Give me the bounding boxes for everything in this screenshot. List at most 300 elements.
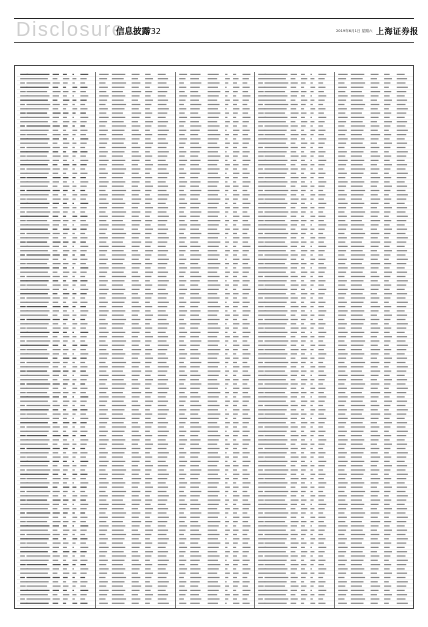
row-text — [242, 220, 248, 221]
row-text — [132, 586, 142, 587]
row-text — [132, 418, 140, 419]
row-text — [350, 216, 363, 217]
table-row — [17, 130, 96, 133]
row-text — [100, 100, 108, 101]
table-row — [335, 358, 413, 361]
row-text — [338, 164, 346, 165]
row-text — [53, 280, 59, 281]
row-text — [207, 164, 217, 165]
table-row — [17, 444, 96, 447]
row-text — [53, 435, 61, 436]
row-text — [311, 426, 313, 427]
row-text — [301, 362, 306, 363]
row-text — [242, 293, 248, 294]
row-text — [146, 435, 153, 436]
row-text — [291, 564, 299, 565]
row-text — [370, 590, 378, 591]
row-text — [20, 474, 27, 475]
row-text — [112, 289, 125, 290]
row-text — [100, 551, 108, 552]
row-text — [63, 104, 68, 105]
row-text — [301, 426, 306, 427]
row-text — [311, 547, 313, 548]
row-text — [63, 173, 66, 174]
table-row — [335, 78, 413, 81]
row-text — [146, 491, 152, 492]
row-text — [100, 340, 106, 341]
row-text — [242, 246, 250, 247]
row-text — [370, 543, 380, 544]
row-text — [158, 306, 168, 307]
row-text — [207, 259, 217, 260]
row-text — [291, 491, 298, 492]
row-text — [225, 74, 227, 75]
row-text — [27, 560, 49, 561]
row-text — [80, 289, 88, 290]
row-text — [396, 573, 406, 574]
row-text — [20, 199, 26, 200]
row-text — [291, 173, 297, 174]
row-text — [338, 530, 346, 531]
row-text — [72, 474, 77, 475]
table-row — [17, 603, 96, 606]
row-text — [265, 340, 289, 341]
row-text — [158, 289, 166, 290]
row-text — [207, 362, 219, 363]
row-text — [63, 568, 67, 569]
table-row — [335, 276, 413, 279]
row-text — [27, 452, 49, 453]
row-text — [53, 448, 60, 449]
row-text — [338, 207, 346, 208]
row-text — [265, 138, 288, 139]
row-text — [242, 194, 249, 195]
table-row — [176, 160, 255, 163]
row-text — [190, 130, 200, 131]
row-text — [311, 117, 313, 118]
row-text — [396, 125, 405, 126]
row-text — [63, 151, 66, 152]
table-row — [176, 448, 255, 451]
row-text — [338, 156, 345, 157]
table-row — [17, 573, 96, 576]
row-text — [132, 551, 138, 552]
row-text — [80, 199, 86, 200]
row-text — [20, 448, 25, 449]
row-text — [265, 388, 287, 389]
row-text — [63, 375, 67, 376]
row-text — [311, 383, 313, 384]
row-text — [112, 254, 126, 255]
table-row — [255, 130, 334, 133]
table-row — [335, 297, 413, 300]
row-text — [301, 323, 304, 324]
row-text — [179, 448, 184, 449]
table-row — [255, 246, 334, 249]
row-text — [384, 375, 390, 376]
row-text — [63, 594, 69, 595]
row-text — [132, 401, 138, 402]
row-text — [384, 555, 390, 556]
row-text — [242, 418, 250, 419]
row-text — [350, 383, 364, 384]
row-text — [225, 250, 230, 251]
row-text — [53, 224, 59, 225]
row-text — [100, 586, 107, 587]
row-text — [100, 95, 110, 96]
row-text — [20, 211, 25, 212]
table-row — [255, 371, 334, 374]
row-text — [80, 108, 87, 109]
row-text — [258, 250, 264, 251]
row-text — [396, 315, 406, 316]
row-text — [179, 246, 187, 247]
row-text — [265, 259, 287, 260]
row-text — [72, 340, 74, 341]
row-text — [233, 358, 239, 359]
row-text — [132, 289, 140, 290]
table-row — [255, 289, 334, 292]
row-text — [338, 435, 345, 436]
row-text — [225, 134, 229, 135]
row-text — [207, 113, 220, 114]
row-text — [53, 388, 59, 389]
row-text — [265, 74, 288, 75]
row-text — [301, 164, 307, 165]
table-row — [335, 478, 413, 481]
row-text — [146, 186, 154, 187]
row-text — [146, 431, 151, 432]
row-text — [265, 418, 288, 419]
row-text — [53, 332, 59, 333]
row-text — [242, 362, 247, 363]
row-text — [179, 285, 185, 286]
row-text — [370, 461, 378, 462]
table-row — [176, 431, 255, 434]
table-row — [176, 388, 255, 391]
table-row — [255, 87, 334, 90]
row-text — [384, 414, 391, 415]
row-text — [112, 534, 126, 535]
row-text — [258, 78, 264, 79]
row-text — [319, 482, 327, 483]
row-text — [63, 521, 69, 522]
row-text — [100, 543, 107, 544]
table-row — [335, 216, 413, 219]
table-row — [176, 555, 255, 558]
row-text — [190, 418, 200, 419]
row-text — [158, 530, 168, 531]
row-text — [63, 388, 66, 389]
table-row — [335, 190, 413, 193]
row-text — [233, 319, 237, 320]
row-text — [72, 280, 77, 281]
row-text — [265, 508, 286, 509]
row-text — [265, 143, 286, 144]
row-text — [396, 177, 406, 178]
row-text — [27, 242, 48, 243]
row-text — [53, 91, 61, 92]
row-text — [207, 177, 220, 178]
row-text — [258, 577, 263, 578]
row-text — [370, 577, 379, 578]
row-text — [311, 517, 316, 518]
row-text — [207, 242, 220, 243]
table-row — [255, 366, 334, 369]
row-text — [132, 512, 141, 513]
row-text — [190, 521, 198, 522]
table-row — [176, 405, 255, 408]
row-text — [291, 254, 298, 255]
row-text — [384, 289, 390, 290]
row-text — [63, 297, 68, 298]
row-text — [100, 353, 110, 354]
row-text — [384, 444, 392, 445]
table-row — [96, 375, 175, 378]
row-text — [242, 594, 248, 595]
row-text — [146, 332, 152, 333]
table-row — [176, 224, 255, 227]
row-text — [132, 577, 141, 578]
row-text — [179, 379, 185, 380]
row-text — [112, 431, 125, 432]
row-text — [100, 224, 110, 225]
row-text — [158, 590, 166, 591]
row-text — [370, 108, 377, 109]
row-text — [112, 577, 126, 578]
row-text — [112, 151, 125, 152]
row-text — [319, 259, 326, 260]
row-text — [158, 237, 169, 238]
row-text — [132, 164, 138, 165]
row-text — [370, 465, 376, 466]
row-text — [179, 551, 185, 552]
row-text — [225, 263, 229, 264]
row-text — [207, 156, 220, 157]
row-text — [20, 250, 26, 251]
row-text — [258, 272, 264, 273]
row-text — [207, 491, 219, 492]
row-text — [370, 564, 380, 565]
row-text — [225, 143, 230, 144]
row-text — [72, 104, 74, 105]
row-text — [291, 474, 297, 475]
row-text — [225, 530, 230, 531]
row-text — [396, 130, 407, 131]
row-text — [72, 517, 77, 518]
row-text — [384, 426, 390, 427]
table-row — [335, 310, 413, 313]
row-text — [258, 156, 264, 157]
row-text — [265, 186, 286, 187]
row-text — [27, 603, 49, 604]
table-row — [335, 405, 413, 408]
row-text — [265, 379, 286, 380]
table-row — [176, 181, 255, 184]
row-text — [225, 147, 228, 148]
row-text — [63, 160, 67, 161]
row-text — [146, 388, 151, 389]
table-row — [17, 87, 96, 90]
row-text — [63, 409, 66, 410]
row-text — [319, 392, 325, 393]
row-text — [190, 82, 201, 83]
row-text — [72, 216, 77, 217]
row-text — [27, 280, 49, 281]
row-text — [112, 211, 126, 212]
row-text — [291, 328, 299, 329]
row-text — [311, 315, 315, 316]
row-text — [132, 134, 142, 135]
row-text — [207, 530, 217, 531]
row-text — [179, 568, 187, 569]
row-text — [80, 577, 85, 578]
row-text — [338, 573, 346, 574]
row-text — [301, 353, 305, 354]
row-text — [132, 229, 138, 230]
row-text — [258, 259, 265, 260]
row-text — [233, 121, 239, 122]
row-text — [319, 297, 324, 298]
row-text — [301, 160, 305, 161]
row-text — [80, 323, 87, 324]
row-text — [112, 495, 125, 496]
row-text — [233, 203, 236, 204]
row-text — [80, 444, 86, 445]
row-text — [258, 543, 264, 544]
row-text — [338, 289, 348, 290]
table-row — [255, 512, 334, 515]
table-row — [96, 310, 175, 313]
row-text — [338, 134, 345, 135]
row-text — [265, 82, 289, 83]
row-text — [319, 229, 325, 230]
row-text — [319, 560, 326, 561]
row-text — [384, 125, 390, 126]
row-text — [242, 336, 248, 337]
row-text — [370, 573, 376, 574]
table-row — [335, 332, 413, 335]
row-text — [27, 336, 48, 337]
row-text — [242, 396, 250, 397]
row-text — [319, 250, 325, 251]
row-text — [225, 392, 229, 393]
row-text — [53, 487, 58, 488]
row-text — [350, 285, 361, 286]
row-text — [301, 594, 307, 595]
row-text — [100, 517, 109, 518]
row-text — [207, 168, 219, 169]
row-text — [319, 147, 324, 148]
row-text — [338, 534, 344, 535]
row-text — [72, 181, 74, 182]
row-text — [301, 95, 305, 96]
table-row — [96, 457, 175, 460]
row-text — [396, 422, 406, 423]
row-text — [301, 396, 305, 397]
row-text — [291, 177, 299, 178]
row-text — [301, 216, 304, 217]
row-text — [63, 465, 69, 466]
row-text — [158, 95, 166, 96]
table-row — [335, 263, 413, 266]
row-text — [291, 431, 297, 432]
row-text — [370, 418, 378, 419]
row-text — [158, 465, 168, 466]
table-row — [255, 482, 334, 485]
row-text — [179, 134, 185, 135]
row-text — [20, 431, 27, 432]
row-text — [27, 121, 48, 122]
table-row — [96, 426, 175, 429]
table-row — [96, 108, 175, 111]
row-text — [350, 164, 362, 165]
row-text — [291, 409, 297, 410]
table-row — [17, 594, 96, 597]
row-text — [233, 177, 238, 178]
row-text — [158, 396, 166, 397]
row-text — [27, 457, 48, 458]
row-text — [112, 383, 126, 384]
row-text — [207, 134, 220, 135]
row-text — [384, 461, 390, 462]
table-row — [255, 147, 334, 150]
row-text — [319, 371, 325, 372]
row-text — [301, 168, 306, 169]
row-text — [319, 444, 325, 445]
row-text — [27, 190, 51, 191]
row-text — [301, 512, 306, 513]
row-text — [396, 504, 404, 505]
row-text — [112, 91, 123, 92]
row-text — [53, 263, 61, 264]
row-text — [311, 379, 315, 380]
table-row — [176, 564, 255, 567]
row-text — [384, 530, 392, 531]
row-text — [384, 388, 389, 389]
row-text — [132, 435, 142, 436]
row-text — [112, 272, 124, 273]
row-text — [350, 121, 362, 122]
row-text — [63, 435, 69, 436]
row-text — [396, 444, 406, 445]
row-text — [301, 375, 305, 376]
row-text — [396, 74, 404, 75]
row-text — [80, 147, 85, 148]
row-text — [258, 474, 265, 475]
table-row — [17, 431, 96, 434]
row-text — [370, 229, 376, 230]
row-text — [311, 401, 315, 402]
row-text — [350, 594, 362, 595]
row-text — [80, 263, 86, 264]
row-text — [190, 164, 199, 165]
row-text — [190, 117, 200, 118]
row-text — [179, 383, 184, 384]
row-text — [132, 207, 138, 208]
row-text — [338, 487, 346, 488]
row-text — [100, 426, 106, 427]
table-row — [176, 173, 255, 176]
row-text — [179, 263, 185, 264]
row-text — [225, 474, 227, 475]
row-text — [80, 100, 86, 101]
row-text — [112, 323, 125, 324]
table-row — [176, 336, 255, 339]
row-text — [319, 130, 326, 131]
row-text — [179, 340, 184, 341]
row-text — [338, 478, 345, 479]
